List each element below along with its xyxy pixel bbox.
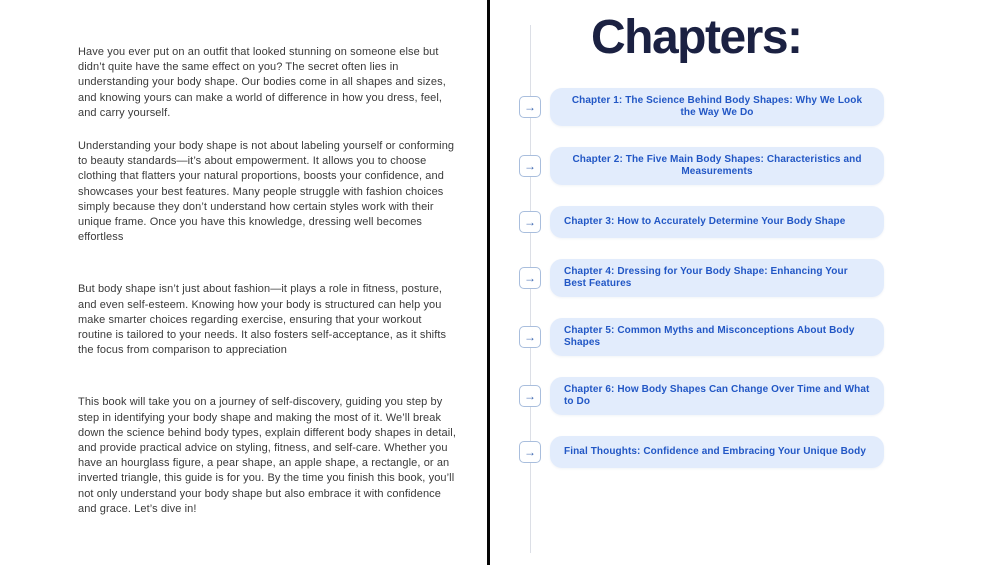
- arrow-right-icon: →: [524, 445, 536, 459]
- arrow-right-icon: →: [524, 271, 536, 285]
- arrow-right-icon: →: [524, 159, 536, 173]
- body-paragraph: This book will take you on a journey of self-discovery, guiding you step by step in identifying your body shape and making the most of it. We’ll break down the science behind body types, explain different body shapes in detail, and provide practical advice on styling, fitness, and self-care. Whether you have an hourglass figure, a pear shape, an apple shape, a rectangle, or an inverted triangle, this guide is for you. By the time you finish this book, you’ll not only understand your body shape but also embrace it with confidence and grace. Let’s dive in!: [78, 396, 456, 515]
- intro-text-block: [78, 45, 456, 517]
- chapter-item: [519, 318, 884, 356]
- chapter-pill[interactable]: [550, 318, 884, 356]
- chapter-label: Chapter 3: How to Accurately Determine Your Body Shape: [564, 216, 846, 227]
- chapter-label: Final Thoughts: Confidence and Embracing Your Unique Body: [564, 446, 867, 457]
- chapter-list: [519, 88, 884, 468]
- body-paragraph: Have you ever put on an outfit that looked stunning on someone else but didn’t quite have the same effect on you? The secret often lies in understanding your body shape. Our bodies come in all shapes and sizes, and knowing yours can make a world of difference in how you dress, feel, and carry yourself.: [78, 46, 446, 119]
- chapter-arrow-button[interactable]: [519, 211, 541, 233]
- body-paragraph: But body shape isn’t just about fashion—it plays a role in fitness, posture, and even self-esteem. Knowing how your body is structured can help you make smarter choices regarding exercise, ensuring that your workout routine is tailored to your needs. It also fosters self-acceptance, as it shifts the focus from comparison to appreciation: [78, 283, 447, 357]
- arrow-right-icon: →: [524, 389, 536, 403]
- chapter-pill[interactable]: [550, 259, 884, 297]
- left-page: [0, 0, 487, 565]
- chapter-item: [519, 206, 884, 238]
- arrow-right-icon: →: [524, 100, 536, 114]
- chapter-item: [519, 436, 884, 468]
- chapter-arrow-button[interactable]: [519, 326, 541, 348]
- arrow-right-icon: →: [524, 215, 536, 229]
- chapter-item: [519, 377, 884, 415]
- chapter-label: Chapter 5: Common Myths and Misconceptions About Body Shapes: [564, 325, 855, 348]
- chapter-label: Chapter 2: The Five Main Body Shapes: Characteristics and Measurements: [572, 154, 862, 177]
- chapters-title: Chapters:: [591, 11, 802, 64]
- chapter-arrow-button[interactable]: [519, 385, 541, 407]
- chapter-arrow-button[interactable]: [519, 441, 541, 463]
- chapter-item: [519, 147, 884, 185]
- chapter-label: Chapter 4: Dressing for Your Body Shape: Enhancing Your Best Features: [564, 266, 848, 289]
- chapter-arrow-button[interactable]: [519, 155, 541, 177]
- chapter-pill[interactable]: [550, 88, 884, 126]
- chapter-item: [519, 88, 884, 126]
- chapter-item: [519, 259, 884, 297]
- right-page: [490, 0, 1005, 565]
- chapter-arrow-button[interactable]: [519, 96, 541, 118]
- chapter-arrow-button[interactable]: [519, 267, 541, 289]
- chapter-pill[interactable]: [550, 377, 884, 415]
- body-paragraph: Understanding your body shape is not about labeling yourself or conforming to beauty standards—it’s about empowerment. It allows you to choose clothing that flatters your natural proportions, boosts your confidence, and showcases your best features. Many people struggle with fashion choices simply because they don’t understand how certain styles work with their unique frame. Once you have this knowledge, dressing well becomes effortless: [78, 140, 455, 244]
- chapter-label: Chapter 6: How Body Shapes Can Change Over Time and What to Do: [564, 384, 870, 407]
- chapter-pill[interactable]: [550, 206, 884, 238]
- chapter-label: Chapter 1: The Science Behind Body Shapes: Why We Look the Way We Do: [571, 95, 863, 118]
- chapter-pill[interactable]: [550, 147, 884, 185]
- chapter-pill[interactable]: [550, 436, 884, 468]
- arrow-right-icon: →: [524, 330, 536, 344]
